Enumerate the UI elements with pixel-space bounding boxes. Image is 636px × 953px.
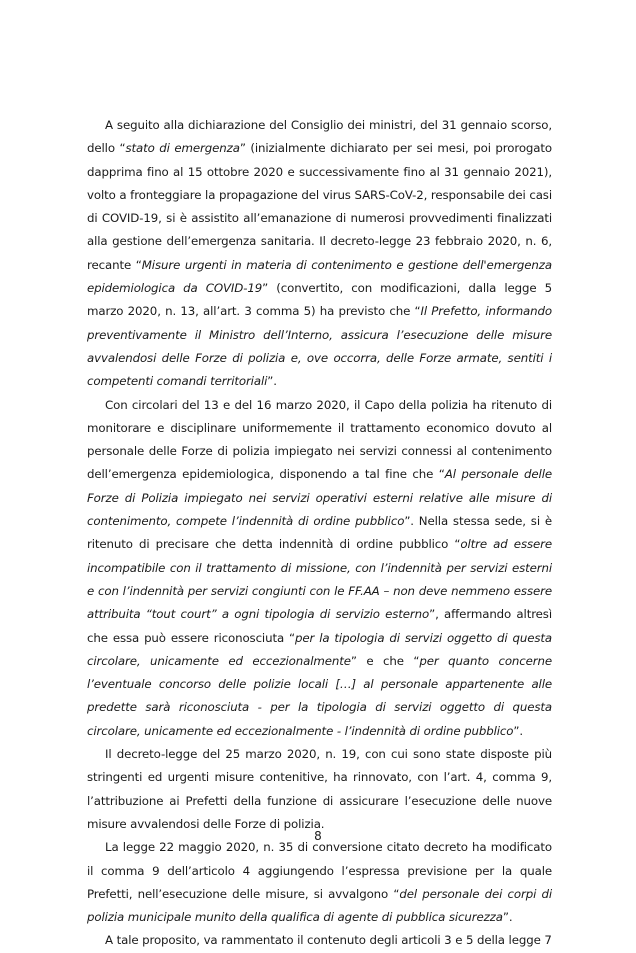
text-run-italic: oltre ad essere incompatibile con il trattamento di missione, con l’indennità per servizi esterni e con l’indennità per servizi congiunti con le FF.AA – non deve nemmeno essere attribuita “tout court” a ogni tipologia di servizio esterno xyxy=(87,537,552,622)
text-run: A tale proposito, va rammentato il contenuto degli articoli 3 e 5 della legge 7 xyxy=(105,933,552,948)
paragraph-1 xyxy=(87,114,552,394)
text-run: Il decreto-legge del 25 marzo 2020, n. 19, con cui sono state disposte più stringenti ed urgenti misure contenitive, ha rinnovato, con l’art. 4, comma 9, l’attribuzione ai Prefetti della funzione di assicurare l’esecuzione delle nuove misure avvalendosi delle Forze di polizia. xyxy=(87,747,552,831)
paragraph-5 xyxy=(87,929,552,952)
text-run: ”, affermando altresì che essa può essere riconosciuta “ xyxy=(87,607,552,645)
text-run: Con circolari del 13 e del 16 marzo 2020, il Capo della polizia ha ritenuto di monitorare e disciplinare uniformemente il trattamento economico dovuto al personale delle Forze di polizia impiegato nei servizi connessi al contenimento dell’emergenza epidemiologica, disponendo a tal fine che “ xyxy=(87,397,552,482)
text-run-italic: stato di emergenza xyxy=(125,141,240,156)
text-run: ” (convertito, con modificazioni, dalla legge 5 marzo 2020, n. 13, all’art. 3 comma 5) ha previsto che “ xyxy=(87,281,552,319)
page-number: 8 xyxy=(314,829,322,843)
text-run-italic: del personale dei corpi di polizia municipale munito della qualifica di agente di pubblica sicurezza xyxy=(87,886,553,925)
text-run-italic: Misure urgenti in materia di contenimento e gestione dell'emergenza epidemiologica da COVID-19 xyxy=(87,257,552,296)
text-run-italic: Il Prefetto, informando preventivamente il Ministro dell’Interno, assicura l’esecuzione delle misure avvalendosi delle Forze di polizia e, ove occorra, delle Forze armate, sentiti i competenti comandi territoriali xyxy=(87,304,552,389)
body-text xyxy=(87,114,552,953)
text-run: ”. Nella stessa sede, si è ritenuto di precisare che detta indennità di ordine pubblico “ xyxy=(87,514,552,552)
paragraph-2 xyxy=(87,394,552,743)
text-run: ”. xyxy=(267,374,277,389)
paragraph-3 xyxy=(87,743,552,836)
text-run-italic: per quanto concerne l’eventuale concorso delle polizie locali […] al personale appartenente alle predette sarà riconosciuta - per la tipologia di servizi oggetto di questa circolare, unicamente ed eccezionalmente - l’indennità di ordine pubblico xyxy=(87,653,552,738)
text-run-italic: Al personale delle Forze di Polizia impiegato nei servizi operativi esterni relative alle misure di contenimento, compete l’indennità di ordine pubblico xyxy=(87,467,552,529)
text-run: La legge 22 maggio 2020, n. 35 di conversione citato decreto ha modificato il comma 9 dell’articolo 4 aggiungendo l’espressa previsione per la quale Prefetti, nell’esecuzione delle misure, si avvalgono “ xyxy=(87,840,552,901)
text-run: ” (inizialmente dichiarato per sei mesi, poi prorogato dapprima fino al 15 ottobre 2020 e successivamente fino al 31 gennaio 2021), volto a fronteggiare la propagazione del virus SARS-CoV-2, responsabile dei casi di COVID-19, si è assistito all’emanazione di numerosi provvedimenti finalizzati alla gestione dell’emergenza sanitaria. Il decreto-legge 23 febbraio 2020, n. 6, recante “ xyxy=(87,141,553,272)
text-run: ”. xyxy=(513,723,524,738)
text-run-italic: per la tipologia di servizi oggetto di questa circolare, unicamente ed eccezionalmente xyxy=(87,630,552,668)
paragraph-4 xyxy=(87,836,552,929)
text-run: ” e che “ xyxy=(350,653,420,668)
text-run: ”. xyxy=(502,910,513,925)
text-run: A seguito alla dichiarazione del Consiglio dei ministri, del 31 gennaio scorso, dello “ xyxy=(87,118,552,156)
